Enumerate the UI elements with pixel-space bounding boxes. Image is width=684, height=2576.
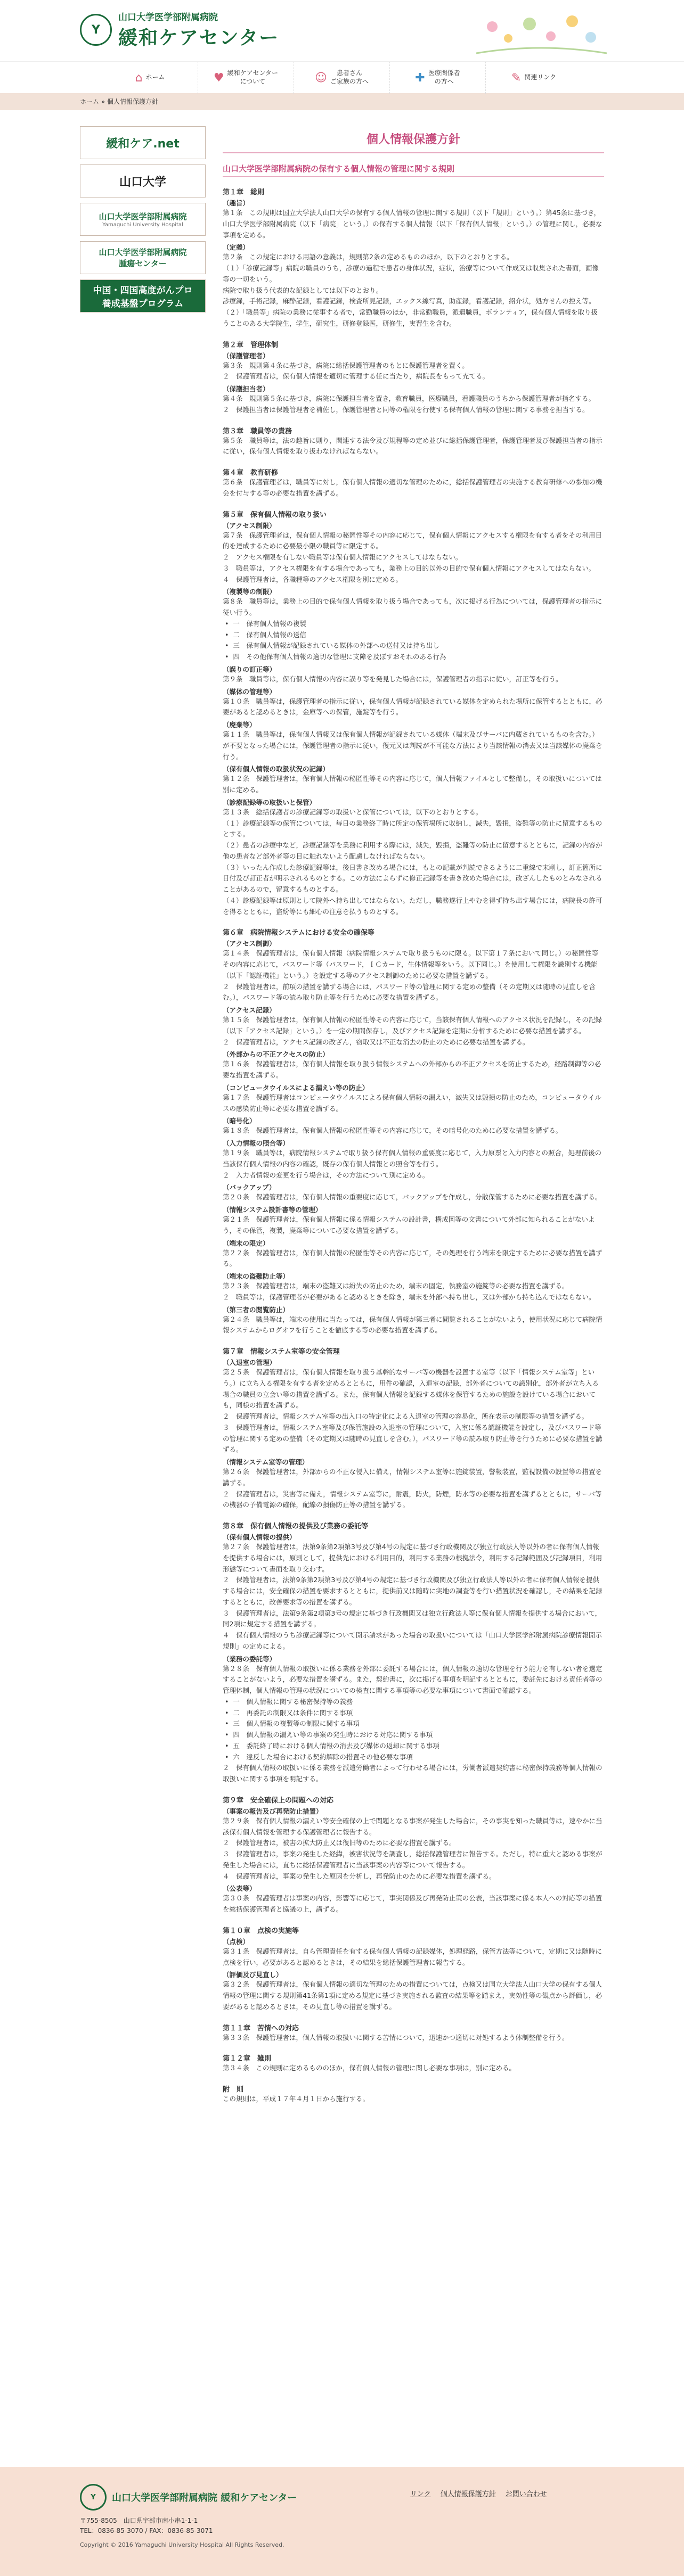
article-heading: （コンピュータウイルスによる漏えい等の防止） bbox=[223, 1083, 369, 1092]
article-text: （３）いったん作成した診療記録等は，後日書き改める場合には，もとの記載が判読できるように二重線で末削し，訂正箇所に日付及び訂正者が明示されるものとする。この方法によらずに修正記録等を書き改めた場合には，改ざんしたものとみなされることがあるので，留意するものとする。 bbox=[223, 863, 602, 893]
article-text: （１）「診療記録等」病院の職員のうち，診療の過程で患者の身体状況，症状，治療等について作成又は収集された書面，画像等の一切をいう。 bbox=[223, 264, 599, 283]
article-text: 第２２条 保護管理者は，保有個人情報の秘匿性等その内容に応じて，その処理を行う端末を限定するために必要な措置を講ずる。 bbox=[223, 1248, 602, 1268]
footer-address: 〒755-8505 山口県宇部市南小串1-1-1 bbox=[80, 2517, 198, 2524]
list-item: • 三 保有個人情報が記録されている媒体の外部への送付又は持ち出し bbox=[223, 640, 604, 652]
doctor-icon: ✚ bbox=[415, 71, 425, 85]
article-heading: （診療記録等の取扱いと保管） bbox=[223, 798, 316, 806]
article-text: ２ 保護担当者は保護管理者を補佐し，保護管理者と同等の権限を行使する保有個人情報の管理に関する事務を担当する。 bbox=[223, 405, 589, 414]
article-text: 第２１条 保護管理者は，保有個人情報に係る情報システムの設計書，構成図等の文書について外部に知られることがないよう，その保管，複製，廃棄等について必要な措置を講ずる。 bbox=[223, 1215, 595, 1234]
article-text: ３ 保護管理者は，情報システム室等及び保管施設の入退室の管理について，入室に係る認証機能を設定し，及びパスワード等の管理に関する定めの整備（その定期又は随時の見直しを含む。），パスワード等の読み取り防止等を行うために必要な措置を講ずる。 bbox=[223, 1423, 602, 1454]
article-heading: （公表等） bbox=[223, 1884, 256, 1893]
article-text: 第３３条 保護管理者は，個人情報の取扱いに関する苦情について，迅速かつ適切に対処するよう体制整備を行う。 bbox=[223, 2033, 569, 2042]
footer-site-name: 山口大学医学部附属病院 緩和ケアセンター bbox=[112, 2492, 297, 2504]
article-text: 第１７条 保護管理者はコンピュータウイルスによる保有個人情報の漏えい，滅失又は毀損の防止のため，コンピュータウイルスの感染防止等に必要な措置を講ずる。 bbox=[223, 1093, 601, 1113]
hospital-name: 山口大学医学部附属病院 bbox=[118, 12, 218, 23]
list-item: • 四 その他保有個人情報の適切な管理に支障を及ぼすおそれのある行為 bbox=[223, 652, 604, 663]
banner-yamaguchi-university[interactable]: 山口大学 bbox=[80, 164, 206, 197]
article-text: 第２７条 保護管理者は，法第9条第2項第3号及び第4号の規定に基づき行政機関及び独立行政法人等以外の者に保有個人情報を提供する場合には，原則として，提供先における利用目的，利用する業務の根拠法令，利用する記録範囲及び記録項目，利用形態等について書面を取り交わす。 bbox=[223, 1543, 602, 1573]
article-text: ４ 保護管理者は，事案の発生した原因を分析し，再発防止のために必要な措置を講ずる。 bbox=[223, 1872, 496, 1880]
banner-tumor-center[interactable]: 山口大学医学部附属病院 腫瘍センター bbox=[80, 241, 206, 274]
article-heading: （複製等の制限） bbox=[223, 588, 276, 596]
article-text: ３ 保護管理者は，事案の発生した経緯，被害状況等を調査し，総括保護管理者に報告する。ただし，特に重大と認める事案が発生した場合には，直ちに総括保護管理者に当該事案の内容等について報告する。 bbox=[223, 1850, 602, 1869]
list-item: • 一 個人情報に関する秘密保持等の義務 bbox=[223, 1697, 604, 1708]
nav-medical[interactable]: ✚ 医療関係者 の方へ bbox=[390, 62, 486, 94]
chapter-heading: 第８章 保有個人情報の提供及び業務の委託等 bbox=[223, 1522, 369, 1530]
article-text: 第２３条 保護管理者は，端末の盗難又は紛失の防止のため，端末の固定，執務室の施錠等の必要な措置を講ずる。 bbox=[223, 1282, 569, 1290]
heart-icon: ♥ bbox=[213, 71, 224, 85]
chapter-heading: 第５章 保有個人情報の取り扱い bbox=[223, 511, 327, 519]
article-heading: （アクセス制限） bbox=[223, 521, 276, 530]
breadcrumb-separator: » bbox=[101, 98, 105, 105]
article-text: ４ 保護管理者は，各職種等のアクセス権限を別に定める。 bbox=[223, 575, 403, 583]
list-item: • 二 保有個人情報の送信 bbox=[223, 630, 604, 641]
article-text: 第２６条 保護管理者は，外部からの不正な侵入に備え，情報システム室等に施錠装置，警報装置，監視設備の設置等の措置を講ずる。 bbox=[223, 1468, 602, 1487]
home-icon: ⌂ bbox=[135, 71, 143, 85]
list-item: • 五 委託終了時における個人情報の消去及び媒体の返却に関する事項 bbox=[223, 1741, 604, 1752]
article-text: 診療録，手術記録，麻酔記録，看護記録，検査所見記録，エックス線写真，助産録，看護記録，紹介状，処方せんの控え等。 bbox=[223, 297, 596, 306]
list-item: • 四 個人情報の漏えい等の事案の発生時における対応に関する事項 bbox=[223, 1730, 604, 1741]
article-text: ２ 保護管理者は，アクセス記録の改ざん，窃取又は不正な消去の防止のために必要な措置を講ずる。 bbox=[223, 1038, 530, 1046]
main-area bbox=[0, 110, 684, 2467]
list-item: • 二 再委託の制限又は条件に関する事項 bbox=[223, 1708, 604, 1719]
article-text: ２ 保護管理者は，前項の措置を講ずる場合には，パスワード等の管理に関する定めの整備（その定期又は随時の見直しを含む。），パスワード等の読み取り防止等を行うために必要な措置を講ずる。 bbox=[223, 982, 596, 1002]
nav-about[interactable]: ♥ 緩和ケアセンター について bbox=[198, 62, 294, 94]
article-text: 第８条 職員等は，業務上の目的で保有個人情報を取り扱う場合であっても，次に掲げる行為については，保護管理者の指示に従い行う。 bbox=[223, 597, 602, 616]
article-text: （１）診療記録等の保管については，毎日の業務終了時に所定の保管場所に収納し，減失，毀損，盗難等の防止に留意するものとする。 bbox=[223, 819, 602, 838]
article-heading: （第三者の閲覧防止） bbox=[223, 1305, 290, 1314]
banner-cancer-pro-program[interactable]: 中国・四国高度がんプロ 養成基盤プログラム bbox=[80, 279, 206, 312]
article-text: ２ 入力者情報の変更を行う場合は，その方法について別に定める。 bbox=[223, 1171, 429, 1179]
article-heading: （情報システム設計書等の管理） bbox=[223, 1206, 322, 1214]
article-heading: （入退室の管理） bbox=[223, 1359, 276, 1367]
article-heading: （評価及び見直し） bbox=[223, 1971, 283, 1979]
article-text: ２ 職員等は，保護管理者が必要があると認めるときを除き，端末を外部へ持ち出し，又は外部から持ち込んではならない。 bbox=[223, 1293, 596, 1301]
article-heading: （バックアップ） bbox=[223, 1183, 276, 1192]
footer-contact bbox=[80, 2516, 213, 2536]
chapter-heading: 第６章 病院情報システムにおける安全の確保等 bbox=[223, 929, 374, 937]
article-text: 第２０条 保護管理者は，保有個人情報の重要度に応じて，バックアップを作成し，分散保管するために必要な措置を講ずる。 bbox=[223, 1193, 602, 1201]
article-heading: （業務の委託等） bbox=[223, 1655, 276, 1663]
article-text: 第２９条 保有個人情報の漏えい等安全確保の上で問題となる事案が発生した場合に，その事実を知った職員等は，速やかに当該保有個人情報を管理する保護管理者に報告する。 bbox=[223, 1816, 602, 1836]
article-heading: （入力情報の照合等） bbox=[223, 1139, 290, 1147]
article-heading: （定義） bbox=[223, 243, 250, 252]
article-text: 第１６条 保護管理者は，保有個人情報を取り扱う情報システムへの外部からの不正アクセスを防止するため，経路制御等の必要な措置を講ずる。 bbox=[223, 1060, 601, 1079]
article-heading: （保護担当者） bbox=[223, 385, 270, 393]
article-text: ２ アクセス権限を有しない職員等は保有個人情報にアクセスしてはならない。 bbox=[223, 553, 462, 561]
sidebar bbox=[80, 126, 206, 318]
article-heading: （アクセス記録） bbox=[223, 1006, 276, 1014]
page-title: 個人情報保護方針 bbox=[223, 126, 604, 153]
chapter-heading: 第１１章 苦情への対応 bbox=[223, 2024, 299, 2032]
article-heading: （趣旨） bbox=[223, 199, 250, 207]
chapter-heading: 第７章 情報システム室等の安全管理 bbox=[223, 1348, 340, 1356]
article-text: 第１５条 保護管理者は，保有個人情報の秘匿性等その内容に応じて，当該保有個人情報へのアクセス状況を記録し，その記録（以下「アクセス記録」という。）を一定の期間保存し，及びアクセス記録を定期に分析するために必要な措置を講ずる。 bbox=[223, 1016, 602, 1035]
footer-link-privacy[interactable]: 個人情報保護方針 bbox=[440, 2490, 496, 2498]
article-text: 第１２条 保護管理者は，保有個人情報の秘匿性等その内容に応じて，個人情報ファイルとして整備し，その取扱いについては別に定める。 bbox=[223, 775, 602, 794]
chapter-heading: 第３章 職員等の責務 bbox=[223, 427, 292, 435]
article-text: 第１０条 職員等は，保護管理者の指示に従い，保有個人情報が記録されている媒体を定められた場所に保管するとともに，必要があると認めるときは，金庫等への保管，施錠等を行う。 bbox=[223, 697, 602, 717]
footer-tel: TEL：0836-85-3070 / FAX：0836-85-3071 bbox=[80, 2527, 213, 2535]
link-icon: ✎ bbox=[511, 71, 522, 85]
article-heading: （情報システム室等の管理） bbox=[223, 1458, 309, 1466]
article-text: （２）患者の診療中など，診療記録等を業務に利用する際には，減失，毀損，盗難等の防止に留意するとともに，記録の内容が他の患者など部外者等の目に触れないよう配慮しなければならない。 bbox=[223, 841, 602, 860]
list-item: • 六 違反した場合における契約解除の措置その他必要な事項 bbox=[223, 1752, 604, 1763]
article-text: 第７条 保護管理者は，保有個人情報の秘匿性等その内容に応じて，保有個人情報にアクセスする権限を有する者をその利用目的を達成するために必要最小限の職員等に限定する。 bbox=[223, 531, 602, 550]
article-text: ２ 保護管理者は，法第9条第2項第3号及び第4号の規定に基づき行政機関及び独立行政法人等以外の者に保有個人情報を提供する場合には，安全確保の措置を要求するとともに，提供前又は随時に実地の調査等を行い措置状況を確認し，その結果を記録するとともに，改善要求等の措置を講ずる。 bbox=[223, 1576, 602, 1606]
article-text: 第３０条 保護管理者は事案の内容，影響等に応じて，事実関係及び再発防止策の公表，当該事案に係る本人への対応等の措置を総括保護管理者と協議の上，講ずる。 bbox=[223, 1894, 602, 1913]
article-text: 第３２条 保護管理者は，保有個人情報の適切な管理のための措置については，点検又は国立大学法人山口大学の保有する個人情報の管理に関する規則第41条第1項に定める規定に基づき実施される監査の結果等を踏まえ，実効性等の観点から評価し，必要があると認めるときは，その見直し等の措置を講ずる。 bbox=[223, 1980, 602, 2011]
article-text: 病院で取り扱う代表的な記録としては以下のとおり。 bbox=[223, 286, 383, 294]
supplementary-heading: 附 則 bbox=[223, 2086, 244, 2094]
nav-links[interactable]: ✎ 関連リンク bbox=[511, 71, 557, 85]
article-heading: （端末の限定） bbox=[223, 1239, 270, 1247]
article-heading: （アクセス制御） bbox=[223, 940, 276, 948]
article-text: 第１９条 職員等は，病院情報システムで取り扱う保有個人情報の重要度に応じて，入力原票と入力内容との照合，処理前後の当該保有個人情報の内容の確認，既存の保有個人情報との照合等を行う。 bbox=[223, 1149, 602, 1168]
copyright: Copyright © 2016 Yamaguchi University Hospital All Rights Reserved. bbox=[80, 2541, 284, 2548]
article-text: ２ 保有個人情報の取扱いに係る業務を派遣労働者によって行わせる場合には，労働者派遣契約書に秘密保持義務等個人情報の取扱いに関する事項を明記する。 bbox=[223, 1764, 602, 1783]
chapter-heading: 第９章 安全確保上の問題への対応 bbox=[223, 1796, 334, 1805]
chapter-heading: 第２章 管理体制 bbox=[223, 341, 279, 349]
breadcrumb bbox=[0, 93, 684, 110]
article-heading: （保有個人情報の取扱状況の記録） bbox=[223, 765, 330, 773]
article-text: 第２４条 職員等は，端末の使用に当たっては，保有個人情報が第三者に閲覧されることがないよう，使用状況に応じて病院情報システムからログオフを行うことを徹底する等の必要な措置を講ずる。 bbox=[223, 1315, 602, 1335]
global-nav bbox=[0, 61, 684, 93]
site-title: 緩和ケアセンター bbox=[118, 27, 280, 49]
article-heading: （暗号化） bbox=[223, 1117, 256, 1125]
site-footer bbox=[0, 2467, 684, 2576]
breadcrumb-current: 個人情報保護方針 bbox=[107, 98, 159, 105]
footer-link-contact[interactable]: お問い合わせ bbox=[505, 2490, 547, 2498]
list-item: • 一 保有個人情報の複製 bbox=[223, 619, 604, 630]
article-text: 第２８条 保有個人情報の取扱いに係る業務を外部に委託する場合には，個人情報の適切な管理を行う能力を有しない者を選定することがないよう，必要な措置を講ずる。また，契約書に，次に掲げる事項を明記するとともに，委託先における責任者等の管理体制，個人情報の管理の状況についての検査に関する事項等の必要な事項について書面で確認する。 bbox=[223, 1664, 602, 1694]
article-text: 第９条 職員等は，保有個人情報の内容に誤り等を発見した場合には，保護管理者の指示に従い，訂正等を行う。 bbox=[223, 674, 563, 683]
footer-logo[interactable] bbox=[80, 2484, 297, 2511]
article-heading: （廃棄等） bbox=[223, 721, 256, 729]
article-heading: （点検） bbox=[223, 1937, 250, 1946]
article-text: 第１条 この規則は国立大学法人山口大学の保有する個人情報の管理に関する規則（以下「規則」という。）第45条に基づき，山口大学医学部附属病院（以下「病院」という。）の保有する個人情報（以下「保有個人情報」という。）の管理に関し，必要な事項を定める。 bbox=[223, 209, 602, 239]
footer-links bbox=[410, 2488, 547, 2498]
article-text: （４）診療記録等は原則として院外へ持ち出してはならない。ただし，職務遂行上やむを得ず持ち出す場合には，病院長の許可を得るとともに，盗紛等にも細心の注意を払うものとする。 bbox=[223, 896, 602, 916]
article-text: ３ 職員等は，アクセス権限を有する場合であっても，業務上の目的以外の目的で保有個人情報にアクセスしてはならない。 bbox=[223, 564, 596, 572]
article-text: 第４条 規則第５条に基づき，病院に保護担当者を置き，教育職員，医療職員，看護職員のうちから保護管理者が指名する。 bbox=[223, 394, 596, 402]
article-text: （２）「職員等」病院の業務に従事する者で，常勤職員のほか，非常勤職員，派遣職員，ボランティア，保有個人情報を取り扱うことのある大学院生，学生，研究生，研修登録医，研修生，実習生を含む。 bbox=[223, 308, 598, 327]
article-text: 第１８条 保護管理者は，保有個人情報の秘匿性等その内容に応じて，その暗号化のために必要な措置を講ずる。 bbox=[223, 1126, 563, 1135]
article-text: 第１１条 職員等は，保有個人情報又は保有個人情報が記録されている媒体（端末及びサーバに内蔵されているものを含む。）が不要となった場合には，保護管理者の指示に従い，復元又は判読が不可能な方法により当該情報の消去又は当該媒体の廃棄を行う。 bbox=[223, 730, 602, 761]
nav-home[interactable]: ⌂ ホーム bbox=[102, 62, 198, 94]
university-emblem-icon: Y bbox=[80, 14, 112, 46]
article-heading: （保護管理者） bbox=[223, 351, 270, 360]
article-heading: （外部からの不正アクセスの防止） bbox=[223, 1050, 329, 1059]
rule-body bbox=[223, 186, 604, 2105]
chapter-heading: 第１章 総則 bbox=[223, 188, 265, 196]
article-heading: （事案の報告及び再発防止措置） bbox=[223, 1807, 323, 1815]
article-heading: （媒体の管理等） bbox=[223, 687, 276, 696]
main-content bbox=[223, 126, 604, 2105]
site-logo[interactable] bbox=[80, 10, 279, 50]
article-heading: （保有個人情報の提供） bbox=[223, 1533, 296, 1541]
article-text: 第３４条 この規則に定めるもののほか，保有個人情報の管理に関し必要な事項は，別に定める。 bbox=[223, 2064, 516, 2072]
footer-link-links[interactable]: リンク bbox=[410, 2490, 431, 2498]
article-text: 第３１条 保護管理者は，自ら管理責任を有する保有個人情報の記録媒体，処理経路，保管方法等について，定期に又は随時に点検を行い，必要があると認めるときは，その結果を総括保護管理者に報告する。 bbox=[223, 1947, 602, 1966]
article-text: 第１３条 総括保護者の診療記録等の取扱いと保管については，以下のとおりとする。 bbox=[223, 808, 483, 816]
list-item: • 三 個人情報の複製等の制限に関する事項 bbox=[223, 1718, 604, 1730]
article-text: ２ 保護管理者は，災害等に備え，情報システム室等に，耐震，防火，防煙，防水等の必要な措置を講ずるとともに，サーバ等の機器の予備電源の確保，配線の損傷防止等の措置を講ずる。 bbox=[223, 1489, 602, 1509]
article-text: 第２５条 保護管理者は，保有個人情報を取り扱う基幹的なサーバ等の機器を設置する室等（以下「情報システム室等」という。）に立ち入る権限を有する者を定めるとともに，用件の確認，入退室の記録，部外者についての識別化，部外者が立ち入る場合の職員の立会い等の措置を講ずる。また，保有個人情報を記録する媒体を保管するための施設を設けている場合においても，同様の措置を講ずる。 bbox=[223, 1368, 599, 1410]
banner-university-hospital[interactable]: 山口大学医学部附属病院 Yamaguchi University Hospital bbox=[80, 203, 206, 236]
article-text: ２ 保護管理者は，情報システム室等の出入口の特定化による入退室の管理の容易化，所在表示の制限等の措置を講ずる。 bbox=[223, 1412, 589, 1420]
breadcrumb-home[interactable]: ホーム bbox=[80, 98, 100, 105]
article-heading: （誤りの訂正等） bbox=[223, 665, 276, 673]
article-text: 第６条 保護管理者は，職員等に対し，保有個人情報の適切な管理のために，総括保護管理者の実施する教育研修への参加の機会を付与する等の必要な措置を講ずる。 bbox=[223, 478, 602, 497]
article-text: 第２条 この規定における用語の意義は，規則第2条の定めるもののほか，以下のとおりとする。 bbox=[223, 253, 514, 261]
article-text: 第１４条 保護管理者は，保有個人情報（病院情報システムで取り扱うものに限る。以下第１７条において同じ。）の秘匿性等その内容に応じて，パスワード等（パスワード，ＩＣカード，生体情報等をいう。以下同じ。）を使用して権限を識別する機能（以下「認証機能」という。）を設定する等のアクセス制御のために必要な措置を講ずる。 bbox=[223, 949, 599, 980]
article-text: ４ 保有個人情報のうち診療記録等について開示請求があった場合の取扱いについては「山口大学医学部附属病院診療情報開示規則」の定めによる。 bbox=[223, 1631, 602, 1650]
article-text: 第３条 規則第４条に基づき，病院に総括保護管理者のもとに保護管理者を置く。 bbox=[223, 361, 469, 369]
flower-decoration-icon bbox=[471, 5, 609, 56]
banner-kanwa-care-net[interactable]: 緩和ケア.net bbox=[80, 126, 206, 159]
article-text: ３ 保護管理者は，法第9条第2項第3号の規定に基づき行政機関又は独立行政法人等に保有個人情報を提供する場合において，同2項に規定する措置を講ずる。 bbox=[223, 1609, 602, 1628]
nav-patients[interactable]: ☺ 患者さん ご家族の方へ bbox=[294, 62, 390, 94]
people-icon: ☺ bbox=[315, 71, 327, 85]
chapter-heading: 第１２章 雑則 bbox=[223, 2055, 272, 2063]
article-text: 第５条 職員等は，法の趣旨に則り，関連する法令及び規程等の定め並びに総括保護管理者，保護管理者及び保護担当者の指示に従い，保有個人情報を取り扱わなければならない。 bbox=[223, 436, 602, 456]
article-text: ２ 保護管理者は，保有個人情報を適切に管理する任に当たり，病院長をもって充てる。 bbox=[223, 372, 490, 381]
chapter-heading: 第４章 教育研修 bbox=[223, 469, 279, 477]
site-header bbox=[0, 0, 684, 61]
article-heading: （端末の盗難防止等） bbox=[223, 1272, 290, 1280]
article-text: ２ 保護管理者は，被害の拡大防止又は復旧等のために必要な措置を講ずる。 bbox=[223, 1839, 456, 1847]
article-text: この規則は，平成１７年４月１日から施行する。 bbox=[223, 2095, 370, 2103]
university-emblem-icon: Y bbox=[80, 2484, 107, 2511]
chapter-heading: 第１０章 点検の実施等 bbox=[223, 1927, 299, 1935]
rule-title: 山口大学医学部附属病院の保有する個人情報の管理に関する規則 bbox=[223, 163, 604, 177]
